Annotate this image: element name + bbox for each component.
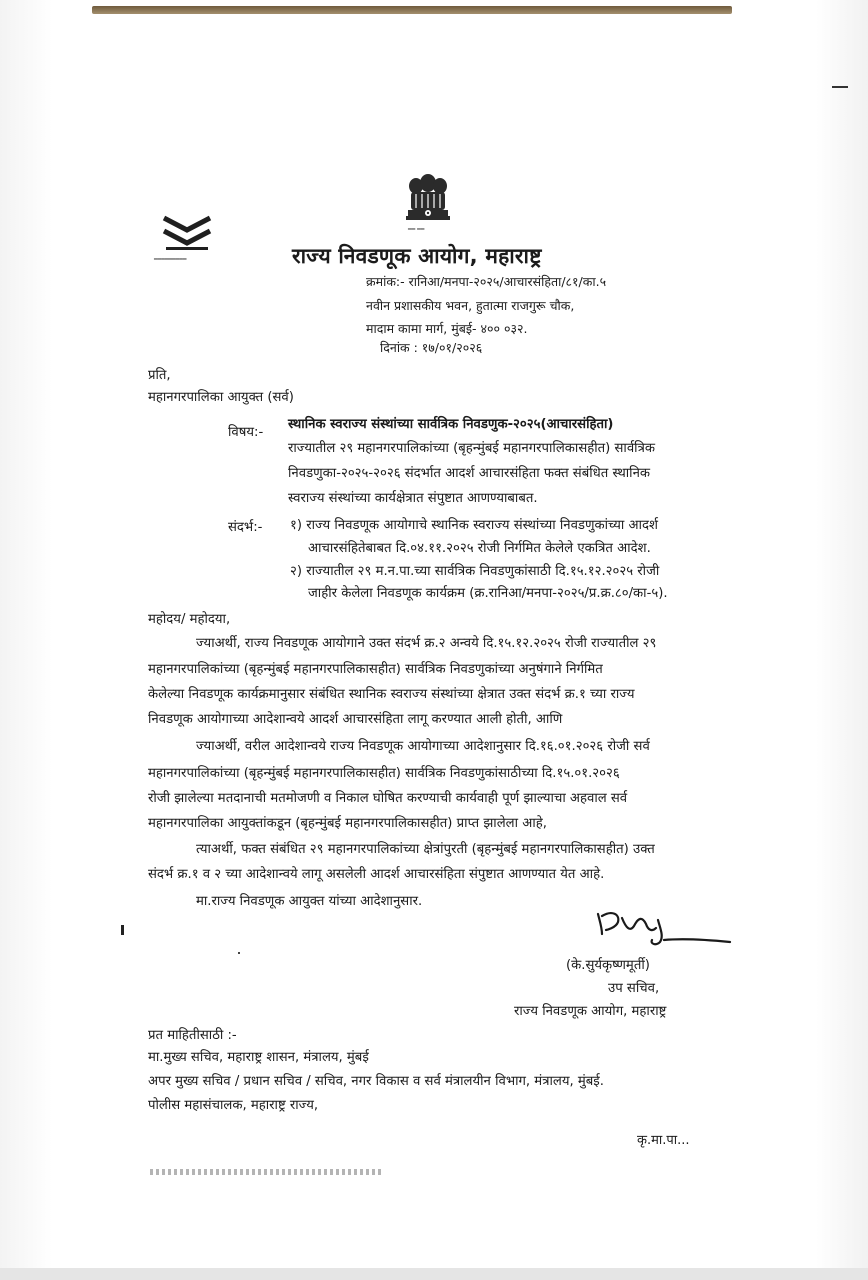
body-line: महानगरपालिकांच्या (बृहन्मुंबई महानगरपालिकासहीत) सार्वत्रिक निवडणुकांसाठीच्या दि.१५.०१.२०२६ bbox=[148, 766, 620, 781]
logo-caption: ━━━━━━━━━ bbox=[154, 256, 187, 263]
body-line: महानगरपालिकांच्या (बृहन्मुंबई महानगरपालिकासहीत) सार्वत्रिक निवडणुकांच्या अनुषंगाने निर्गमित bbox=[148, 662, 603, 677]
signatory-office: राज्य निवडणूक आयोग, महाराष्ट्र bbox=[514, 1004, 667, 1019]
election-commission-logo-icon bbox=[158, 214, 216, 254]
body-line: निवडणूक आयोगाच्या आदेशान्वये आदर्श आचारसंहिता लागू करण्यात आली होती, आणि bbox=[148, 712, 563, 727]
recipient-to: प्रति, bbox=[148, 368, 171, 383]
copy-to-line: मा.मुख्य सचिव, महाराष्ट्र शासन, मंत्रालय, मुंबई bbox=[148, 1050, 369, 1065]
scan-bottom-edge bbox=[0, 1268, 868, 1280]
reference-item: आचारसंहितेबाबत दि.०४.११.२०२५ रोजी निर्गमित केलेले एकत्रित आदेश. bbox=[308, 541, 651, 556]
body-line: मा.राज्य निवडणूक आयुक्त यांच्या आदेशानुसार. bbox=[196, 894, 423, 909]
scan-top-edge bbox=[92, 6, 732, 14]
scan-mark bbox=[832, 86, 848, 88]
reference-number: क्रमांक:- रानिआ/मनपा-२०२५/आचारसंहिता/८१/का.५ bbox=[366, 274, 607, 289]
continuation-note: कृ.मा.पा... bbox=[637, 1133, 690, 1148]
body-line: ज्याअर्थी, वरील आदेशान्वये राज्य निवडणूक आयोगाच्या आदेशानुसार दि.१६.०१.२०२६ रोजी सर्व bbox=[196, 739, 650, 754]
reference-item: २) राज्यातील २९ म.न.पा.च्या सार्वत्रिक निवडणुकांसाठी दि.१५.१२.२०२५ रोजी bbox=[290, 564, 660, 579]
subject-line: स्वराज्य संस्थांच्या कार्यक्षेत्रात संपुष्टात आणण्याबाबत. bbox=[288, 491, 538, 506]
subject-heading: स्थानिक स्वराज्य संस्थांच्या सार्वत्रिक निवडणुक-२०२५(आचारसंहिता) bbox=[288, 417, 614, 432]
recipient-name: महानगरपालिका आयुक्त (सर्व) bbox=[148, 390, 294, 405]
reference-item: जाहीर केलेला निवडणूक कार्यक्रम (क्र.रानिआ/मनपा-२०२५/प्र.क्र.८०/का-५). bbox=[308, 586, 668, 601]
emblem-motto: ━━ ━━ bbox=[408, 226, 425, 233]
margin-mark bbox=[121, 925, 124, 935]
copy-to-label: प्रत माहितीसाठी :- bbox=[148, 1028, 237, 1043]
signature-icon bbox=[590, 902, 732, 958]
copy-to-line: पोलीस महासंचालक, महाराष्ट्र राज्य, bbox=[148, 1098, 319, 1113]
body-line: केलेल्या निवडणूक कार्यक्रमानुसार संबंधित स्थानिक स्वराज्य संस्थांच्या क्षेत्रात उक्त संदर्भ क्र.१ च्या राज्य bbox=[148, 687, 635, 702]
subject-line: निवडणुका-२०२५-२०२६ संदर्भात आदर्श आचारसंहिता फक्त संबंधित स्थानिक bbox=[288, 466, 651, 481]
body-line: महानगरपालिका आयुक्तांकडून (बृहन्मुंबई महानगरपालिकासहीत) प्राप्त झालेला आहे, bbox=[148, 816, 547, 831]
footer-print-strip bbox=[150, 1169, 382, 1175]
subject-label: विषय:- bbox=[228, 425, 264, 440]
body-line: रोजी झालेल्या मतदानाची मतमोजणी व निकाल घोषित करण्याची कार्यवाही पूर्ण झाल्याचा अहवाल सर्व bbox=[148, 791, 628, 806]
page-title: राज्य निवडणूक आयोग, महाराष्ट्र bbox=[292, 244, 542, 268]
address-line-2: मादाम कामा मार्ग, मुंबई- ४०० ०३२. bbox=[366, 321, 528, 336]
address-line-1: नवीन प्रशासकीय भवन, हुतात्मा राजगुरू चौक, bbox=[366, 298, 575, 313]
letter-date: दिनांक : १७/०१/२०२६ bbox=[380, 340, 483, 355]
reference-item: १) राज्य निवडणूक आयोगाचे स्थानिक स्वराज्य संस्थांच्या निवडणुकांच्या आदर्श bbox=[290, 518, 658, 533]
body-line: त्याअर्थी, फक्त संबंधित २९ महानगरपालिकांच्या क्षेत्रांपुरती (बृहन्मुंबई महानगरपालिकासहीत) उक्त bbox=[196, 842, 655, 857]
subject-line: राज्यातील २९ महानगरपालिकांच्या (बृहन्मुंबई महानगरपालिकासहीत) सार्वत्रिक bbox=[288, 441, 655, 456]
greeting: महोदय/ महोदया, bbox=[148, 612, 231, 627]
body-line: ज्याअर्थी, राज्य निवडणूक आयोगाने उक्त संदर्भ क्र.२ अन्वये दि.१५.१२.२०२५ रोजी राज्यातील २९ bbox=[196, 636, 657, 651]
body-line: संदर्भ क्र.१ व २ च्या आदेशान्वये लागू असलेली आदर्श आचारसंहिता संपुष्टात आणण्यात येत आहे. bbox=[148, 867, 605, 882]
signatory-designation: उप सचिव, bbox=[608, 981, 660, 996]
copy-to-line: अपर मुख्य सचिव / प्रधान सचिव / सचिव, नगर विकास व सर्व मंत्रालयीन विभाग, मंत्रालय, मुंबई. bbox=[148, 1074, 604, 1089]
references-label: संदर्भ:- bbox=[228, 520, 263, 535]
margin-dot bbox=[238, 952, 240, 954]
signatory-name: (के.सुर्यकृष्णमूर्ती) bbox=[566, 958, 650, 973]
